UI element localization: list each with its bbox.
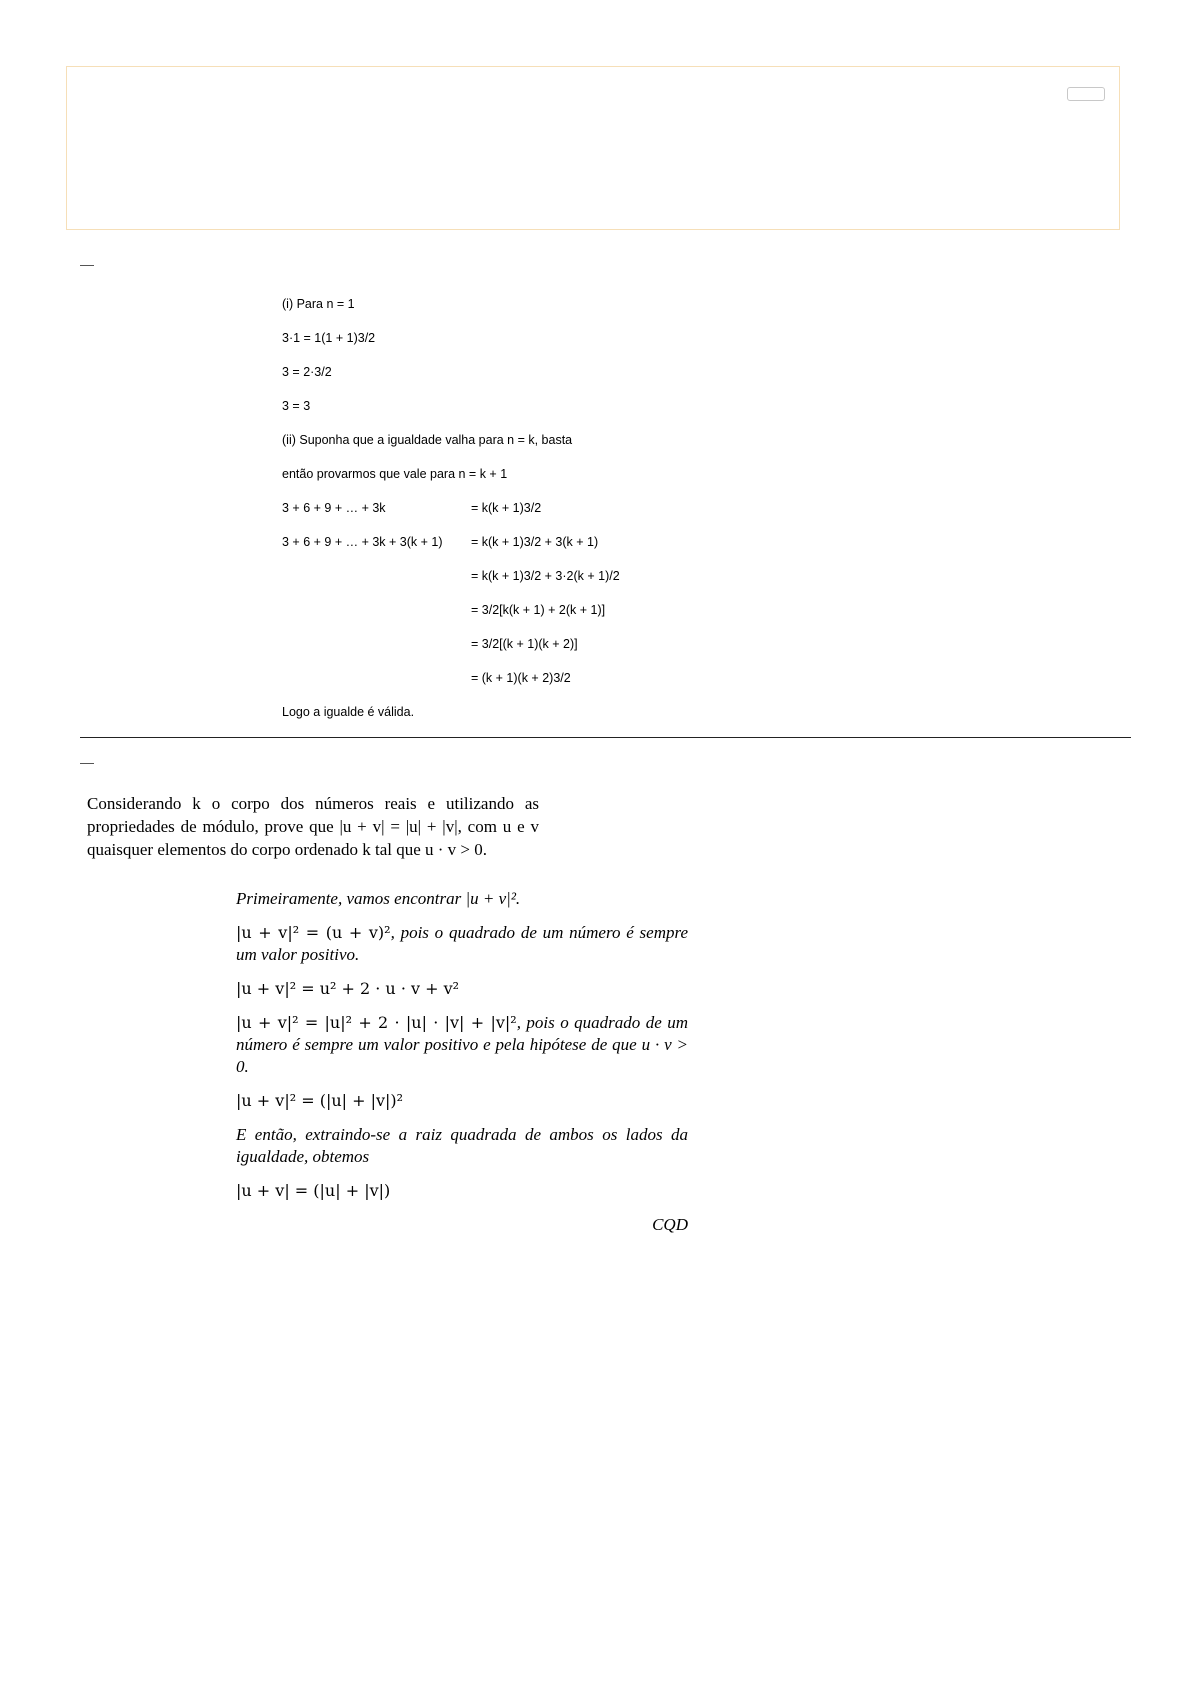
embed-frame xyxy=(66,66,1120,230)
proof-equation: |u + v| = (|u| + |v|) xyxy=(236,1181,391,1200)
horizontal-rule xyxy=(80,737,1131,738)
proof-step: |u + v|² = (u + v)², pois o quadrado de um número é sempre um valor positivo. xyxy=(236,923,688,964)
proof-equation: |u + v|² = (|u| + |v|)² xyxy=(236,1091,404,1110)
separator-dash xyxy=(80,763,94,764)
proof-step: E então, extraindo-se a raiz quadrada de ambos os lados da igualdade, obtemos xyxy=(236,1125,688,1166)
proof-equation: |u + v|² = u² + 2 · u · v + v² xyxy=(236,979,460,998)
proof-step: Primeiramente, vamos encontrar |u + v|². xyxy=(236,889,521,908)
modulus-proof xyxy=(236,888,688,1236)
separator-dash xyxy=(80,265,94,266)
frame-button[interactable] xyxy=(1067,87,1105,101)
proof-equation: |u + v|² = (u + v)² xyxy=(236,923,391,942)
problem-statement: Considerando k o corpo dos números reais e utilizando as propriedades de módulo, prove que |u + v| = |u| + |v|, com u e v quaisquer elementos do corpo ordenado k tal que u · v > 0. xyxy=(87,794,539,859)
proof-step: |u + v|² = |u|² + 2 · |u| · |v| + |v|², pois o quadrado de um número é sempre um valor positivo e pela hipótese de que u · v > 0. xyxy=(236,1013,689,1076)
proof-equation: |u + v|² = |u|² + 2 · |u| · |v| + |v|² xyxy=(236,1013,517,1032)
qed-mark: CQD xyxy=(652,1215,688,1234)
